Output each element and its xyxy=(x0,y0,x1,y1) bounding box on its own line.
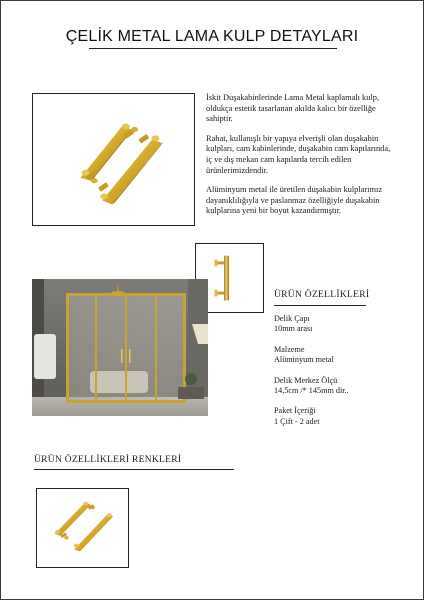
spec-label: Delik Merkez Ölçü xyxy=(274,375,338,385)
color-swatch-gold xyxy=(36,488,129,568)
specs-list xyxy=(274,314,404,437)
title-underline xyxy=(89,48,337,49)
spec-item xyxy=(274,345,404,366)
spec-label: Malzeme xyxy=(274,344,305,354)
spec-item xyxy=(274,406,404,427)
spec-label: Delik Çapı xyxy=(274,314,310,323)
colors-heading: ÜRÜN ÖZELLİKLERİ RENKLERİ xyxy=(34,455,182,465)
specs-heading: ÜRÜN ÖZELLİKLERİ xyxy=(274,290,370,300)
handle-detail-image xyxy=(32,93,195,226)
spec-value: Alüminyum metal xyxy=(274,355,334,365)
colors-underline xyxy=(34,469,234,470)
specs-underline xyxy=(274,305,366,306)
gold-handle-swatch-icon xyxy=(37,489,128,567)
bathroom-scene-icon xyxy=(32,279,208,416)
description-paragraph: Alüminyum metal ile üretilen duşakabin kulplarımız dayanıklılığıyla ve paslanmaz özelliğiyle duşakabin kulplarına yeni bir boyut kazandırmıştır. xyxy=(206,185,383,216)
description-paragraph: Rahat, kullanışlı bir yapıya elverişli olan duşakabin kulpları, cam kabinlerinde, duşakabin cam kapılarında, iç ve dış mekan cam kapılarda tercih edilen ürünlerimizdendir. xyxy=(206,133,391,175)
product-description xyxy=(206,93,392,226)
spec-value: 10mm arası xyxy=(274,324,313,334)
page-title: ÇELİK METAL LAMA KULP DETAYLARI xyxy=(65,28,359,45)
spec-value: 14,5cm /* 145mm dir.. xyxy=(274,386,349,396)
description-paragraph: İskit Duşakabinlerinde Lama Metal kaplamalı kulp, oldukça estetik tasarlanan akılda kalıcı bir özelliğe sahiptir. xyxy=(206,93,380,124)
spec-item xyxy=(274,376,404,397)
gold-handle-pair-icon xyxy=(33,94,194,225)
spec-label: Paket İçeriği xyxy=(274,406,316,416)
spec-value: 1 Çift - 2 adet xyxy=(274,416,320,426)
spec-item xyxy=(274,314,404,335)
shower-cabin-photo xyxy=(32,279,208,416)
